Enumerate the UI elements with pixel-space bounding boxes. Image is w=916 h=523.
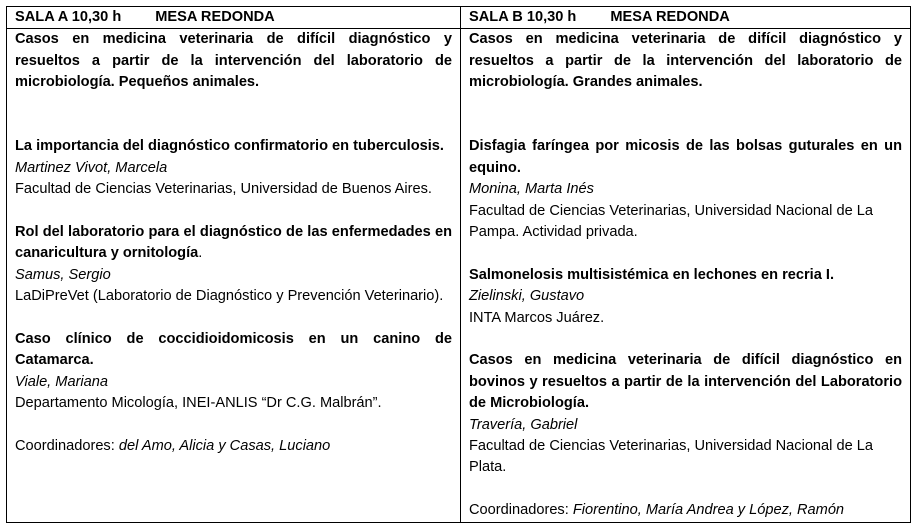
content-row xyxy=(7,29,911,522)
sala-b-label: SALA B 10,30 h xyxy=(469,9,577,25)
talk-speaker: Samus, Sergio xyxy=(15,266,111,283)
talk-title: Casos en medicina veterinaria de difícil diagnóstico en bovinos y resueltos a partir de la intervención del Laboratorio de Microbiología. xyxy=(469,352,902,412)
talk-affiliation: Facultad de Ciencias Veterinarias, Universidad Nacional de La Plata. xyxy=(469,438,873,476)
coordinators-label: Coordinadores: xyxy=(15,438,119,455)
sala-b-talk-1 xyxy=(469,136,902,243)
talk-title: Disfagia faríngea por micosis de las bolsas guturales en un equino. xyxy=(469,138,902,176)
talk-title: Salmonelosis multisistémica en lechones en recria I. xyxy=(469,266,834,283)
coordinators-label: Coordinadores: xyxy=(469,502,573,519)
header-row xyxy=(7,7,911,29)
sala-a-talk-1 xyxy=(15,136,452,200)
program-table xyxy=(6,6,911,523)
talk-title: Caso clínico de coccidioidomicosis en un canino de Catamarca. xyxy=(15,331,452,369)
talk-speaker: Zielinski, Gustavo xyxy=(469,288,585,305)
talk-affiliation: INTA Marcos Juárez. xyxy=(469,309,605,326)
talk-speaker: Travería, Gabriel xyxy=(469,416,578,433)
sala-a-header xyxy=(7,7,461,29)
sala-a-coordinators xyxy=(15,436,452,457)
sala-b-content xyxy=(461,29,911,522)
sala-a-label: SALA A 10,30 h xyxy=(15,9,122,25)
talk-speaker: Viale, Mariana xyxy=(15,373,109,390)
talk-affiliation: Facultad de Ciencias Veterinarias, Universidad Nacional de La Pampa. Actividad privada. xyxy=(469,202,873,241)
sala-b-header xyxy=(461,7,911,29)
sala-a-mesa: MESA REDONDA xyxy=(155,9,275,25)
talk-title-end: . xyxy=(198,245,203,262)
talk-affiliation: LaDiPreVet (Laboratorio de Diagnóstico y Prevención Veterinario). xyxy=(15,288,444,305)
talk-title: Rol del laboratorio para el diagnóstico de las enfermedades en canaricultura y ornitología xyxy=(15,224,452,262)
sala-b-talk-2 xyxy=(469,265,902,329)
sala-a-content xyxy=(7,29,461,522)
talk-affiliation: Departamento Micología, INEI-ANLIS “Dr C.G. Malbrán”. xyxy=(15,395,382,412)
sala-b-mesa: MESA REDONDA xyxy=(610,9,730,25)
talk-speaker: Martinez Vivot, Marcela xyxy=(15,159,168,176)
talk-title-wrap xyxy=(15,222,452,265)
sala-b-coordinators xyxy=(469,500,902,521)
sala-a-talk-3 xyxy=(15,329,452,415)
coordinators-names: del Amo, Alicia y Casas, Luciano xyxy=(118,438,331,455)
sala-b-title: Casos en medicina veterinaria de difícil diagnóstico y resueltos a partir de la intervención del laboratorio de microbiología. Grandes animales. xyxy=(469,31,902,91)
talk-title: La importancia del diagnóstico confirmatorio en tuberculosis. xyxy=(15,138,444,155)
coordinators-names: Fiorentino, María Andrea y López, Ramón xyxy=(572,502,845,519)
sala-b-talk-3 xyxy=(469,350,902,478)
sala-a-talk-2 xyxy=(15,222,452,308)
talk-affiliation: Facultad de Ciencias Veterinarias, Universidad de Buenos Aires. xyxy=(15,181,432,198)
sala-a-title: Casos en medicina veterinaria de difícil diagnóstico y resueltos a partir de la intervención del laboratorio de microbiología. Pequeños animales. xyxy=(15,31,452,91)
talk-speaker: Monina, Marta Inés xyxy=(469,181,594,198)
